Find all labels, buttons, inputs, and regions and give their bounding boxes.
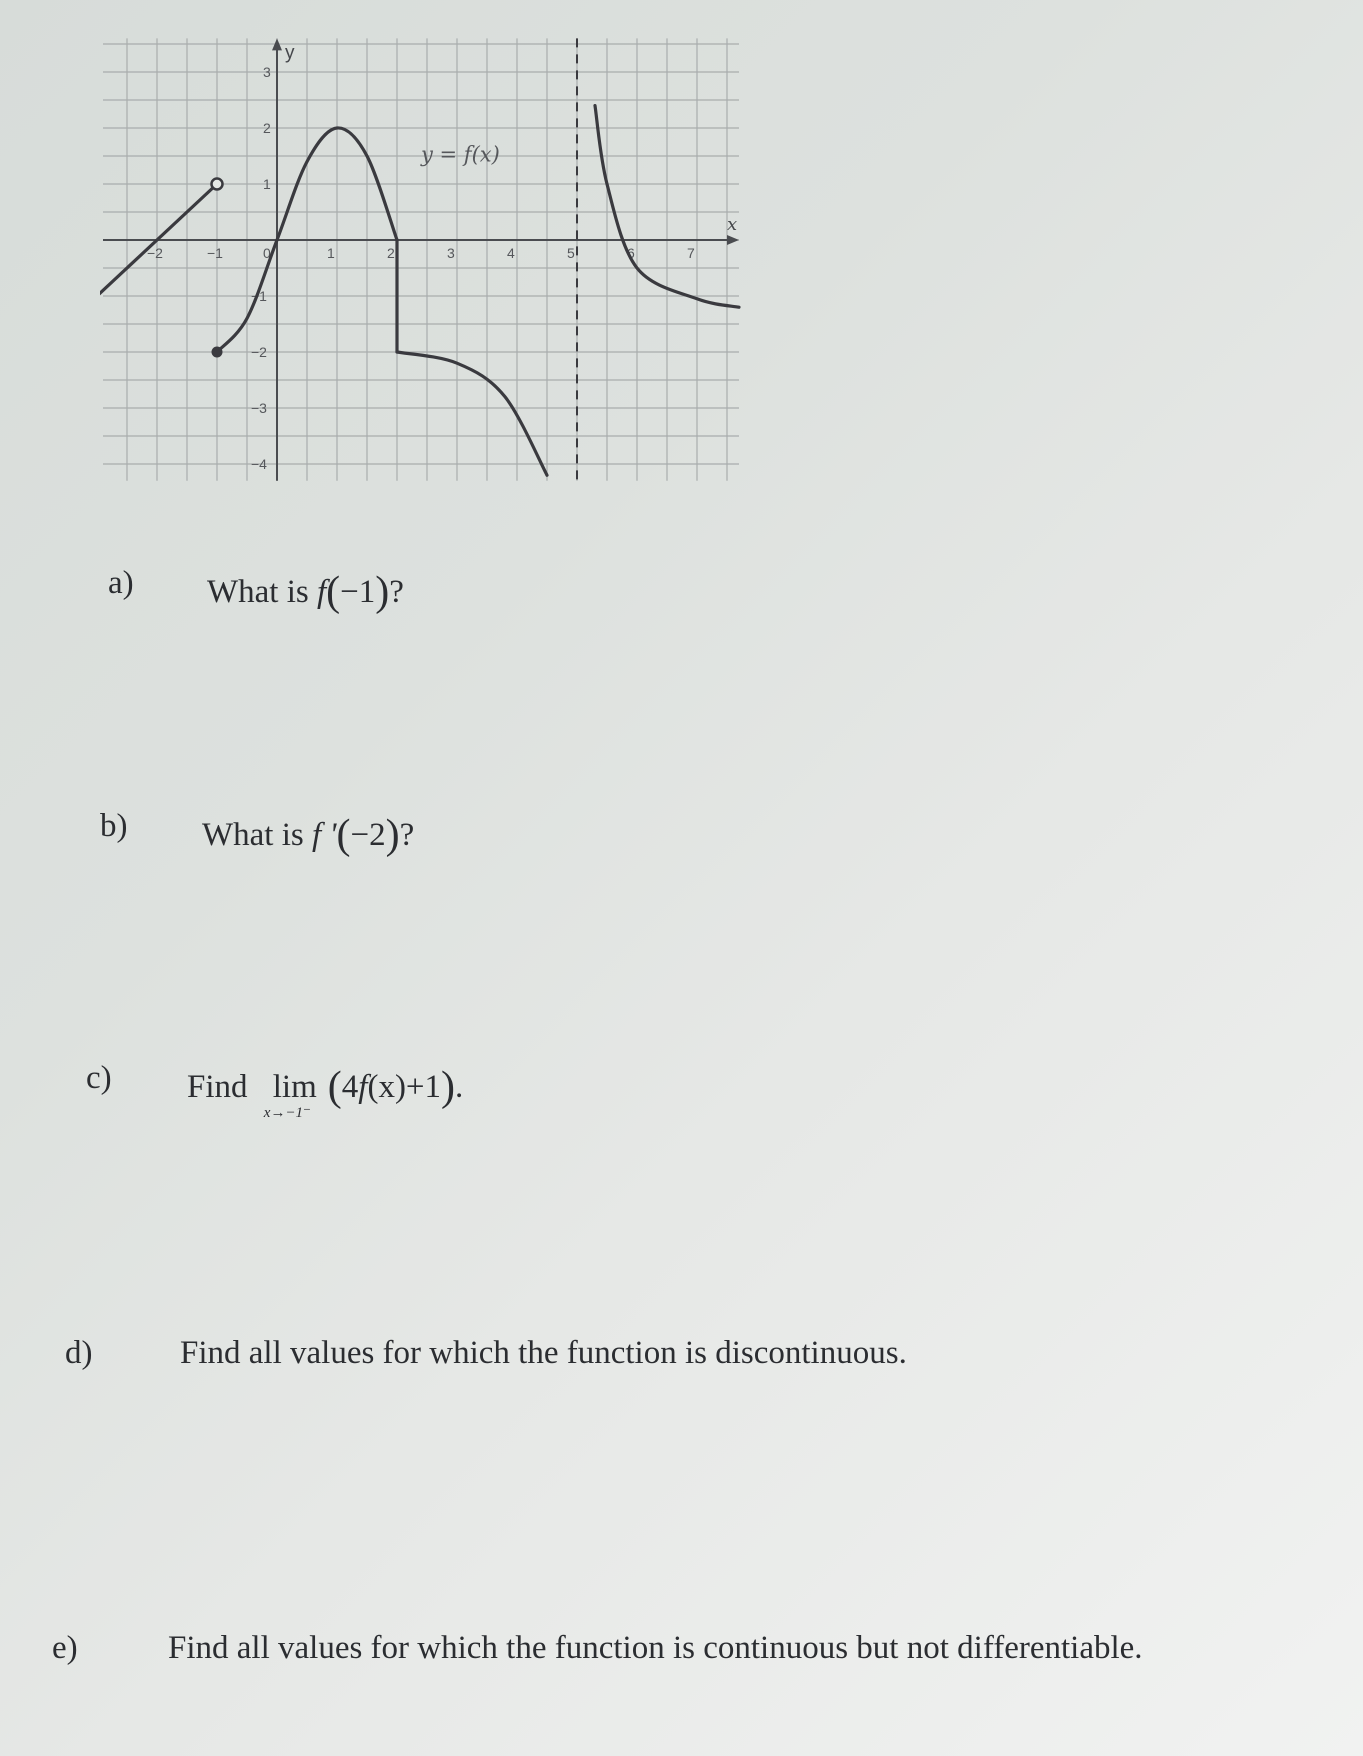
graph-axes xyxy=(103,38,739,480)
limit-operator xyxy=(263,1069,324,1121)
y-tick-label: 2 xyxy=(263,120,271,136)
question-b-suffix: ? xyxy=(399,817,415,853)
question-b-label: b) xyxy=(100,808,128,844)
x-tick-label: −1 xyxy=(207,245,223,261)
open-paren: ( xyxy=(336,812,351,858)
question-b-text xyxy=(202,808,414,856)
question-a-func: f xyxy=(316,574,327,610)
question-c-suffix: . xyxy=(455,1069,464,1105)
question-a-arg: −1 xyxy=(340,574,376,610)
x-tick-label: 0 xyxy=(263,245,271,261)
curve-middle-tail xyxy=(397,352,547,475)
x-tick-label: 1 xyxy=(327,245,335,261)
question-d-text: Find all values for which the function is discontinuous. xyxy=(180,1335,907,1371)
question-c-expression: (x)+1 xyxy=(367,1069,442,1105)
question-c-coefficient: 4 xyxy=(341,1069,359,1105)
x-tick-label: 2 xyxy=(387,245,395,261)
x-tick-label: 3 xyxy=(447,245,455,261)
question-a-label: a) xyxy=(108,565,134,601)
closed-point xyxy=(212,347,223,358)
x-tick-label: 7 xyxy=(687,245,695,261)
question-c-text xyxy=(187,1060,464,1121)
close-paren: ) xyxy=(375,569,390,615)
y-tick-label: −3 xyxy=(251,400,267,416)
open-paren: ( xyxy=(327,1064,342,1110)
open-point xyxy=(212,179,223,190)
question-b-prefix: What is xyxy=(202,817,312,853)
question-c-prefix: Find xyxy=(187,1069,256,1105)
question-b-arg: −2 xyxy=(350,817,386,853)
x-tick-label: 4 xyxy=(507,245,515,261)
close-paren: ) xyxy=(441,1064,456,1110)
limit-word: lim xyxy=(272,1069,317,1105)
y-tick-label: −4 xyxy=(251,456,267,472)
graph-grid xyxy=(103,38,739,480)
y-tick-label: −2 xyxy=(251,344,267,360)
close-paren: ) xyxy=(385,812,400,858)
question-d-label: d) xyxy=(65,1335,93,1371)
question-c-label: c) xyxy=(86,1060,112,1096)
x-tick-label: −2 xyxy=(147,245,163,261)
x-tick-label: 6 xyxy=(627,245,635,261)
y-tick-label: 1 xyxy=(263,176,271,192)
y-tick-label: −1 xyxy=(251,288,267,304)
y-tick-label: 3 xyxy=(263,64,271,80)
question-a-suffix: ? xyxy=(389,574,404,610)
function-graph xyxy=(100,30,780,490)
function-label: y = f(x) xyxy=(421,142,500,167)
x-tick-label: 5 xyxy=(567,245,575,261)
question-b-func: f ' xyxy=(311,817,337,853)
open-paren: ( xyxy=(326,569,341,615)
question-e-label: e) xyxy=(52,1630,78,1666)
question-a-text xyxy=(207,565,404,613)
question-e-text: Find all values for which the function is continuous but not differentiable. xyxy=(168,1630,1143,1666)
question-c-func: f xyxy=(358,1069,368,1105)
question-a-prefix: What is xyxy=(207,574,317,610)
graph-curves xyxy=(100,106,739,476)
x-axis-label: x xyxy=(727,214,738,235)
x-axis-arrow xyxy=(727,235,739,245)
y-axis-label: y xyxy=(285,42,295,64)
limit-subscript: x→−1⁻ xyxy=(263,1105,311,1121)
